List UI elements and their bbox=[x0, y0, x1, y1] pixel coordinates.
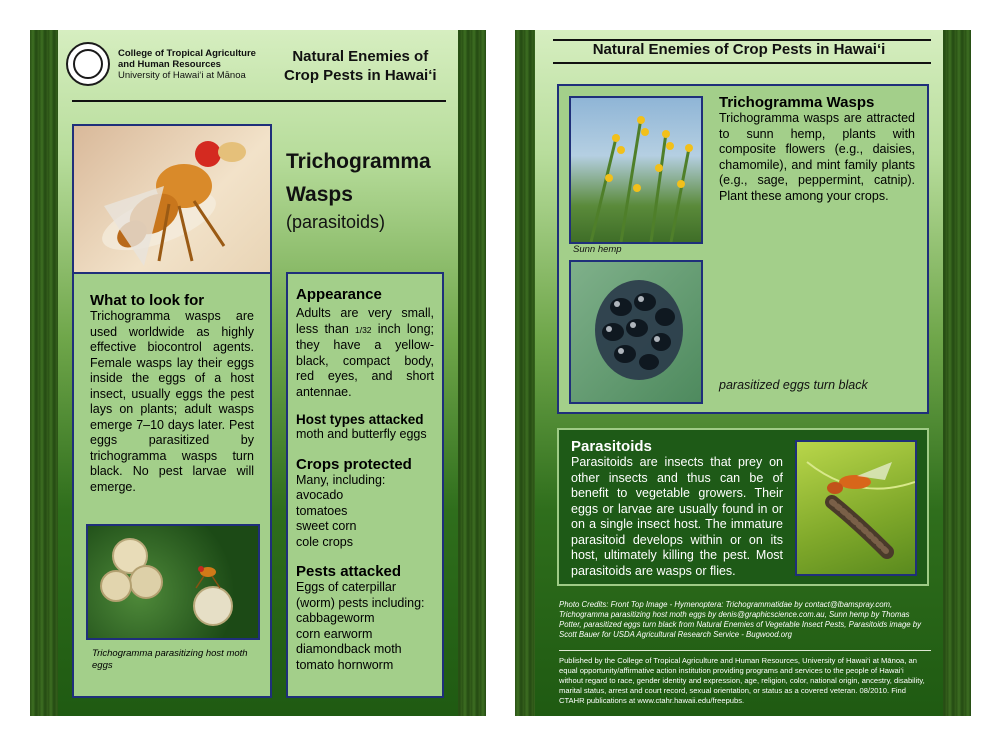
trichogramma-wasps-body: Trichogramma wasps are attracted to sunn hemp, plants with composite flowers (e.g., daisies, chamomile), and mint family plants (e.g., sage, peppermint, catnip). Plant these among your crops. bbox=[719, 111, 915, 203]
parasitized-eggs-illustration bbox=[571, 262, 701, 402]
series-title-line2: Crop Pests in Hawai‘i bbox=[284, 67, 437, 84]
publisher-footer: Published by the College of Tropical Agriculture and Human Resources, University of Hawai‘i at Mānoa, an equal opportunity/affirmative action institution providing programs and services to the people of Hawai‘i without regard to race, gender identity and expression, age, religion, color, national origin, ancestry, disability, marital status, arrest and court record, sexual orientation, or status as a covered veteran. 08/2010. Find CTAHR publications at www.ctahr.hawaii.edu/freepubs. bbox=[559, 656, 925, 705]
parasitoids-body: Parasitoids are insects that prey on other insects and thus can be of benefit to vegetable growers. Their eggs or larvae are usually found in or on a single insect host. The immature parasitoid develops within or on its host, ultimately killing the pest. Most parasitoids are wasps or flies. bbox=[571, 455, 783, 578]
moth-eggs-photo bbox=[86, 524, 260, 640]
what-to-look-for-body: Trichogramma wasps are used worldwide as highly effective biocontrol agents. Female wasps lay their eggs inside the eggs of a host insect, usually eggs the pest lays on plants; adult wasps emerge 7–10 days later. Pest eggs parasitized by trichogramma wasps turn black. No pest larvae will emerge. bbox=[90, 309, 254, 494]
attractant-plants-box bbox=[557, 84, 929, 414]
org-line1: College of Tropical Agriculture bbox=[118, 48, 256, 59]
crop-item: cole crops bbox=[296, 534, 353, 549]
what-to-look-for-box bbox=[72, 272, 272, 698]
appearance-body: Adults are very small, less than 1/32 inch long; they have a yellow-black, compact body, red eyes, and short antennae. bbox=[296, 306, 434, 399]
sunn-hemp-caption: Sunn hemp bbox=[573, 244, 622, 255]
parasitized-eggs-photo bbox=[569, 260, 703, 404]
pests-intro: Eggs of caterpillar (worm) pests including: bbox=[296, 580, 425, 610]
trichogramma-wasps-heading: Trichogramma Wasps bbox=[719, 94, 875, 111]
host-types-body: moth and butterfly eggs bbox=[296, 427, 427, 441]
crops-heading: Crops protected bbox=[296, 455, 412, 473]
series-title-line1: Natural Enemies of bbox=[292, 48, 429, 65]
sunn-hemp-photo bbox=[569, 96, 703, 244]
host-types-heading: Host types attacked bbox=[296, 412, 424, 427]
back-series-title: Natural Enemies of Crop Pests in Hawai‘i bbox=[592, 41, 886, 58]
crops-intro: Many, including: bbox=[296, 472, 386, 487]
pest-item: cabbageworm bbox=[296, 611, 375, 625]
moth-eggs-caption: Trichogramma parasitizing host moth eggs bbox=[92, 648, 248, 671]
title-line1: Trichogramma bbox=[286, 150, 431, 173]
header-rule-bottom bbox=[553, 62, 931, 64]
what-to-look-for-heading: What to look for bbox=[90, 292, 205, 309]
org-block bbox=[118, 48, 256, 81]
series-title bbox=[284, 47, 437, 85]
footer-divider bbox=[559, 650, 931, 651]
sunn-hemp-illustration bbox=[571, 98, 701, 242]
front-card bbox=[30, 30, 486, 716]
front-card-panel bbox=[58, 30, 458, 716]
crop-item: avocado bbox=[296, 488, 344, 502]
fraction: 1/32 bbox=[354, 324, 372, 335]
pest-item: corn earworm bbox=[296, 626, 373, 641]
parasitoids-heading: Parasitoids bbox=[571, 438, 652, 455]
crop-item: sweet corn bbox=[296, 519, 357, 533]
appearance-heading: Appearance bbox=[296, 286, 382, 303]
main-title bbox=[286, 144, 431, 234]
wasp-photo bbox=[72, 124, 272, 276]
pest-item: diamondback moth bbox=[296, 642, 402, 656]
org-line2: and Human Resources bbox=[118, 59, 221, 70]
title-line2: Wasps bbox=[286, 183, 353, 206]
back-card-panel bbox=[535, 30, 943, 716]
photo-credits: Photo Credits: Front Top Image - Hymenoptera: Trichogrammatidae by contact@lbamspray.com, Trichogramma parasitizing host moth eggs by denis@graphicscience.com.au, Sunn hemp by Thomas Potter, parasitized eggs turn black from Natural Enemies of Vegetable Insect Pests, Parasitoids image by Scott Bauer for USDA Agricultural Research Service - Bugwood.org bbox=[559, 600, 922, 639]
title-line3: (parasitoids) bbox=[286, 212, 386, 232]
university-seal-logo bbox=[66, 42, 110, 86]
header-divider bbox=[72, 100, 446, 102]
org-line3: University of Hawai‘i at Mānoa bbox=[118, 70, 246, 81]
moth-eggs-illustration bbox=[88, 526, 258, 638]
pest-item: tomato hornworm bbox=[296, 657, 394, 672]
facts-box bbox=[286, 272, 444, 698]
parasitoids-box bbox=[557, 428, 929, 586]
wasp-illustration bbox=[74, 126, 270, 274]
eggs-turn-black-caption: parasitized eggs turn black bbox=[719, 378, 868, 392]
parasitoid-wasp-photo bbox=[795, 440, 917, 576]
pests-heading: Pests attacked bbox=[296, 563, 402, 580]
parasitoid-wasp-illustration bbox=[797, 442, 915, 574]
crop-item: tomatoes bbox=[296, 503, 348, 518]
back-card bbox=[515, 30, 971, 716]
